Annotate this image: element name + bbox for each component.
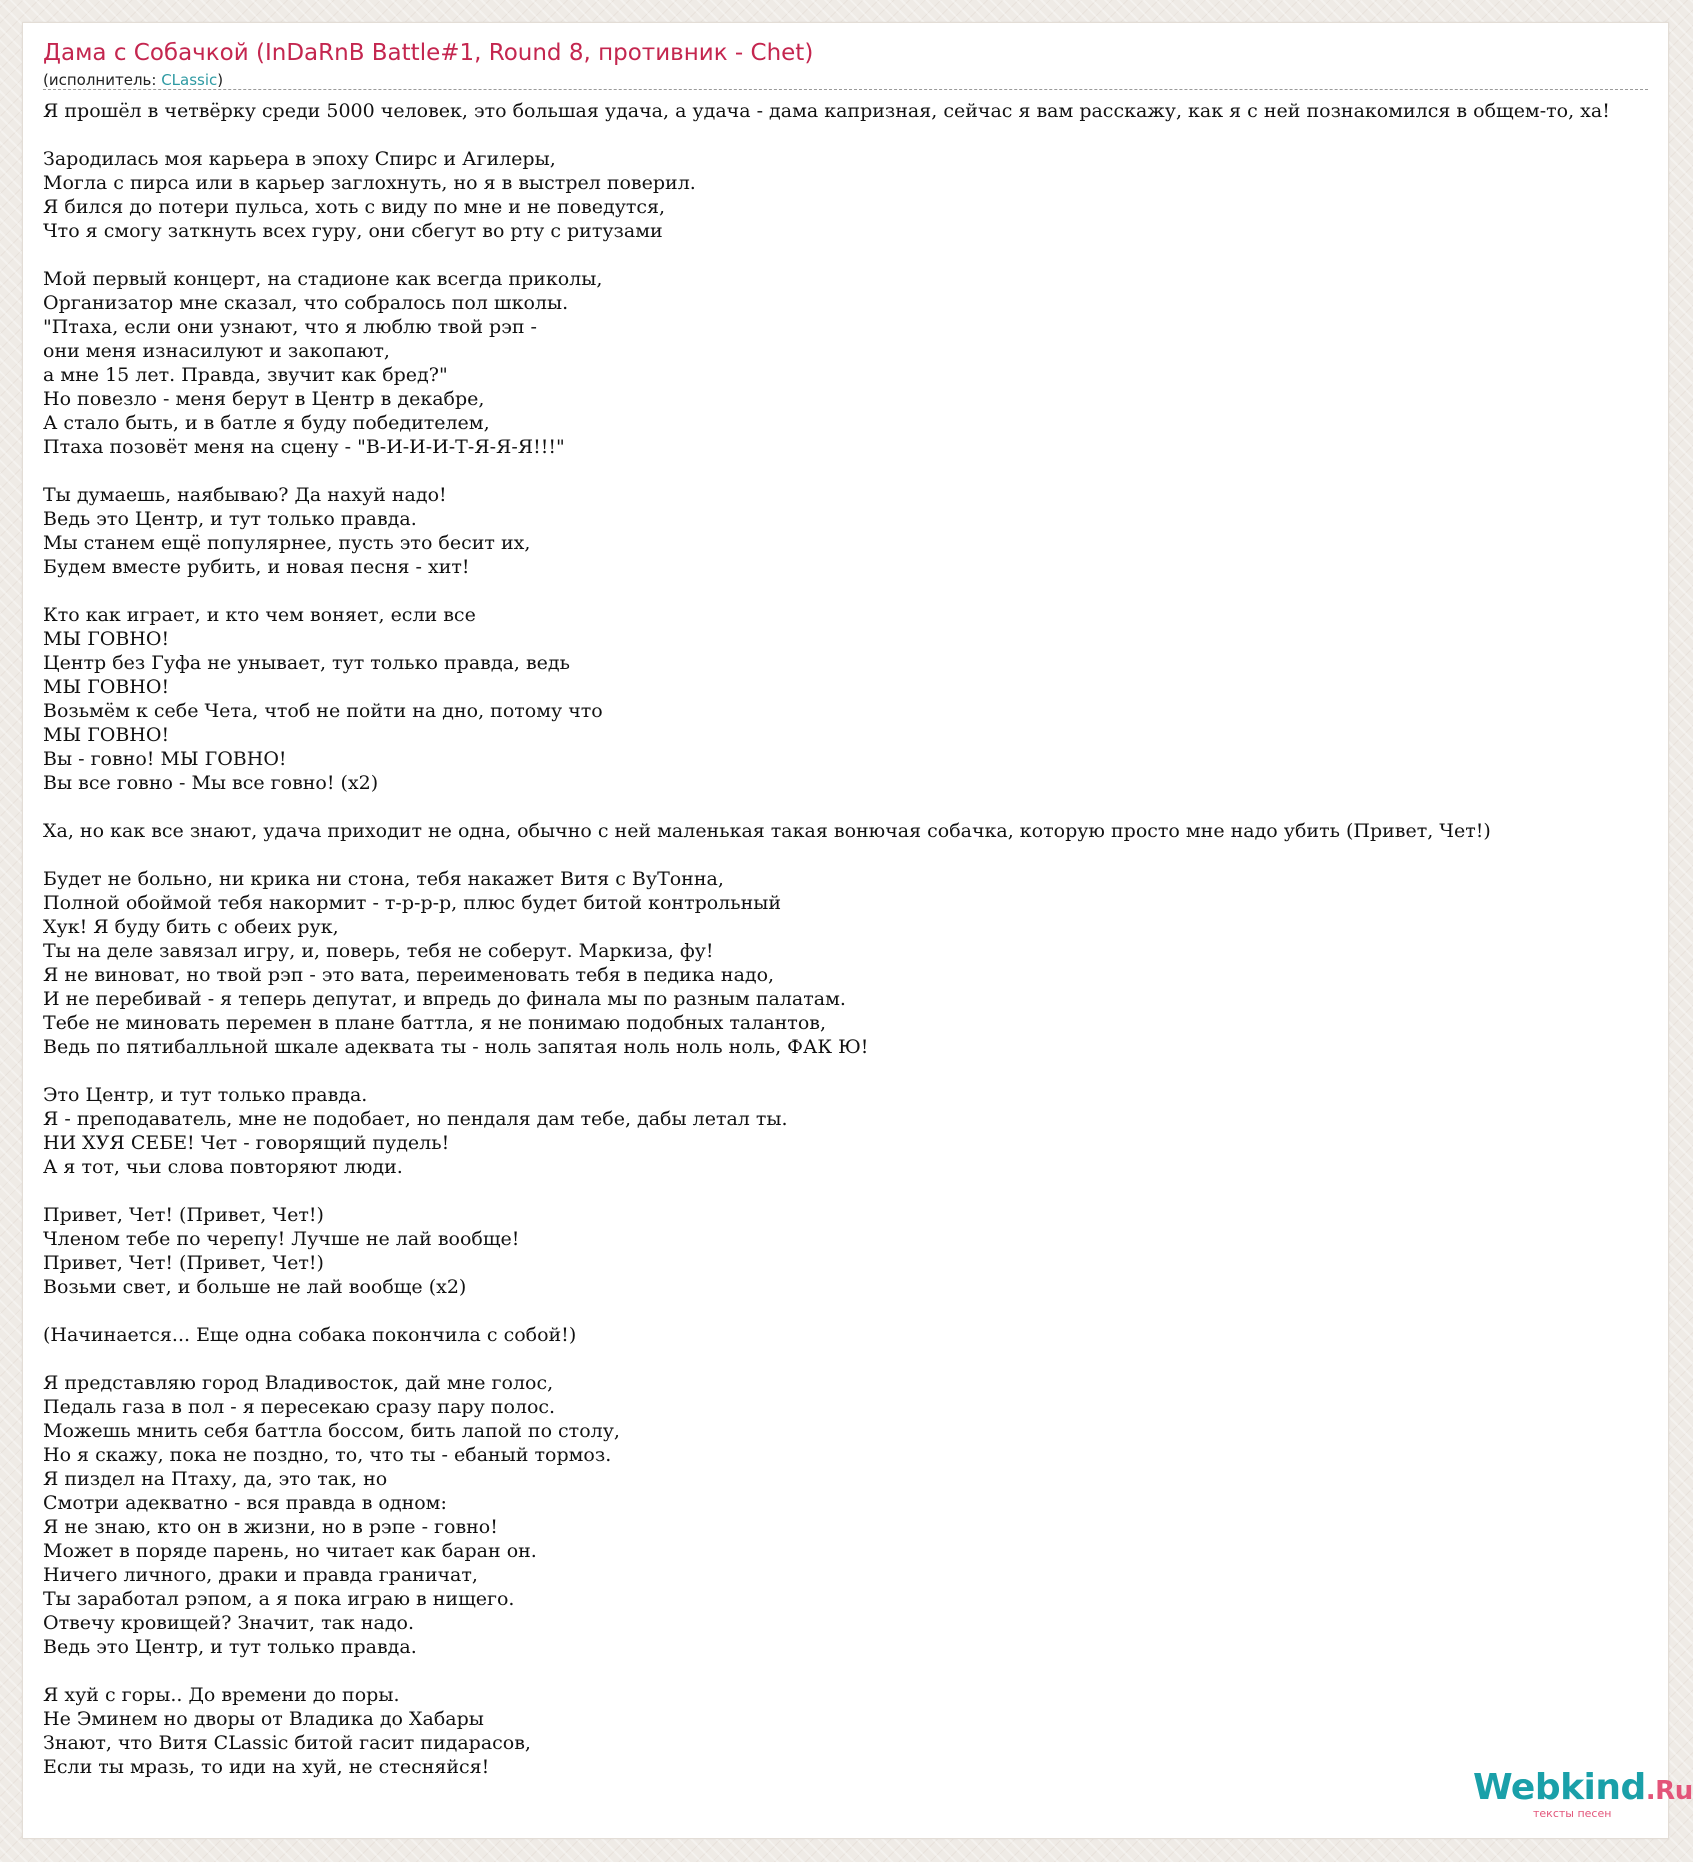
song-title: Дама с Собачкой (InDaRnB Battle#1, Round 8, противник - Chet) — [43, 40, 814, 66]
artist-suffix: ) — [217, 71, 224, 89]
lyrics-text: Я прошёл в четвёрку среди 5000 человек, это большая удача, а удача - дама капризная, сейчас я вам расскажу, как я с ней познакомился в общем-то, ха! Зародилась моя карьера в эпоху Спирс и Агилеры, Могла с пирса или в карьер заглохнуть, но я в выстрел поверил. Я бился до потери пульса, хоть с виду по мне и не поведутся, Что я смогу заткнуть всех гуру, они сбегут во рту с ритузами Мой первый концерт, на стадионе как всегда приколы, Организатор мне сказал, что собралось пол школы. "Птаха, если они узнают, что я люблю твой рэп - они меня изнасилуют и закопают, а мне 15 лет. Правда, звучит как бред?" Но повезло - меня берут в Центр в декабре, А стало быть, и в батле я буду победителем, Птаха позовёт меня на сцену - "В-И-И-И-Т-Я-Я-Я!!!" Ты думаешь, наябываю? Да нахуй надо! Ведь это Центр, и тут только правда. Мы станем ещё популярнее, пусть это бесит их, Будем вместе рубить, и новая песня - хит! Кто как играет, и кто чем воняет, если все МЫ ГОВНО! Центр без Гуфа не унывает, тут только правда, ведь МЫ ГОВНО! Возьмём к себе Чета, чтоб не пойти на дно, потому что МЫ ГОВНО! Вы - говно! МЫ ГОВНО! Вы все говно - Мы все говно! (x2) Ха, но как все знают, удача приходит не одна, обычно с ней маленькая такая вонючая собачка, которую просто мне надо убить (Привет, Чет!) Будет не больно, ни крика ни стона, тебя накажет Витя с ВуТонна, Полной обоймой тебя накормит - т-р-р-р, плюс будет битой контрольный Хук! Я буду бить с обеих рук, Ты на деле завязал игру, и, поверь, тебя не соберут. Маркиза, фу! Я не виноват, но твой рэп - это вата, переименовать тебя в педика надо, И не перебивай - я теперь депутат, и впредь до финала мы по разным палатам. Тебе не миновать перемен в плане баттла, я не понимаю подобных талантов, Ведь по пятибалльной шкале адеквата ты - ноль запятая ноль ноль ноль, ФАК Ю! Это Центр, и тут только правда. Я - преподаватель, мне не подобает, но пендаля дам тебе, дабы летал ты. НИ ХУЯ СЕБЕ! Чет - говорящий пудель! А я тот, чьи слова повторяют люди. Привет, Чет! (Привет, Чет!) Членом тебе по черепу! Лучше не лай вообще! Привет, Чет! (Привет, Чет!) Возьми свет, и больше не лай вообще (x2) (Начинается... Еще одна собака покончила с собой!) Я представляю город Владивосток, дай мне голос, Педаль газа в пол - я пересекаю сразу пару полос. Можешь мнить себя баттла боссом, бить лапой по столу, Но я скажу, пока не поздно, то, что ты - ебаный тормоз. Я пиздел на Птаху, да, это так, но Смотри адекватно - вся правда в одном: Я не знаю, кто он в жизни, но в рэпе - говно! Может в поряде парень, но читает как баран он. Ничего личного, драки и правда граничат, Ты заработал рэпом, а я пока играю в нищего. Отвечу кровищей? Значит, так надо. Ведь это Центр, и тут только правда. Я хуй с горы.. До времени до поры. Не Эминем но дворы от Владика до Хабары Знают, что Витя CLassic битой гасит пидарасов, Если ты мразь, то иди на хуй, не стесняйся! — [43, 100, 1610, 1778]
watermark-brand: Webkind — [1473, 1767, 1646, 1808]
site-watermark — [1473, 1767, 1693, 1827]
watermark-suffix: .Ru — [1645, 1776, 1693, 1806]
watermark-logo — [1473, 1767, 1693, 1808]
artist-line — [43, 71, 223, 89]
lyrics-card — [22, 22, 1693, 1839]
title-divider — [43, 89, 1648, 90]
artist-prefix: (исполнитель: — [43, 71, 162, 89]
watermark-tagline: тексты песен — [1533, 1807, 1612, 1820]
artist-link[interactable]: CLassic — [161, 71, 218, 89]
